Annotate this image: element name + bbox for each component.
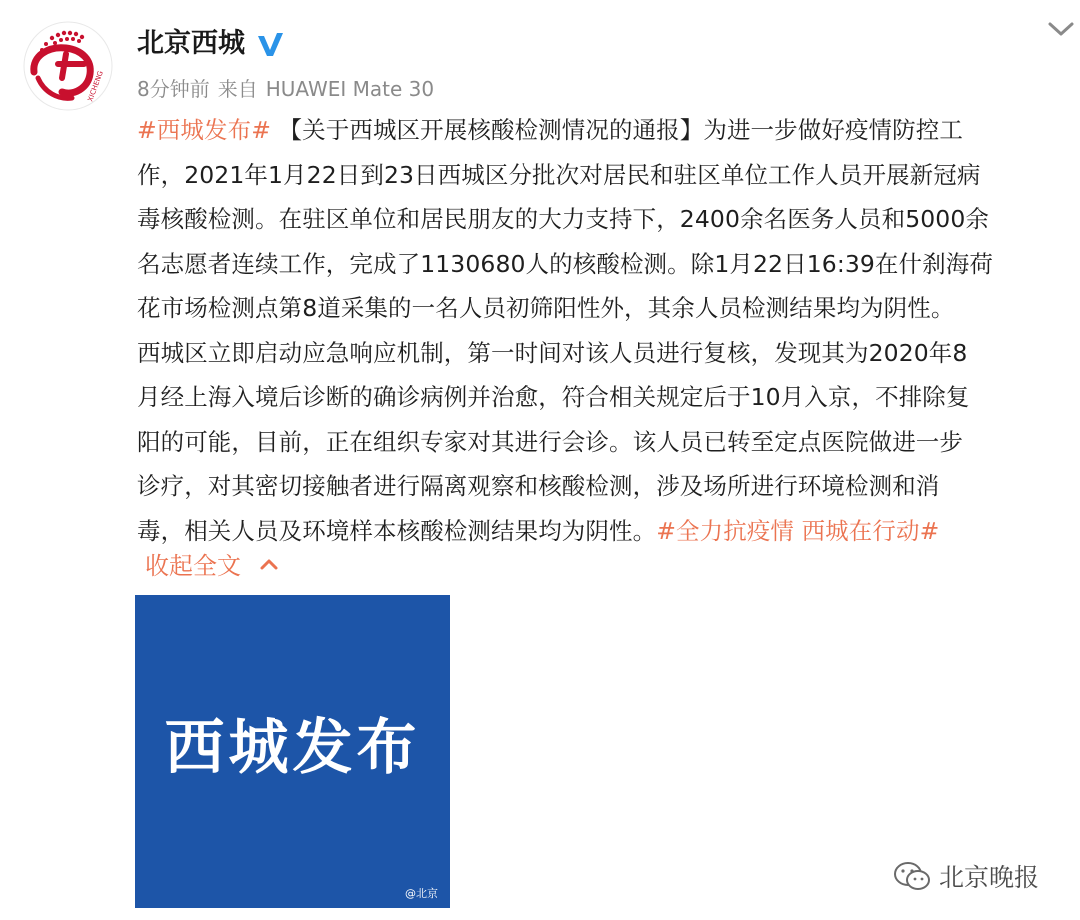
hashtag-xicheng-release[interactable]: #西城发布# xyxy=(137,116,271,144)
account-name[interactable]: 北京西城 xyxy=(137,28,245,59)
chevron-up-icon xyxy=(259,557,279,571)
verified-icon xyxy=(255,29,285,59)
post-body-text: 【关于西城区开展核酸检测情况的通报】为进一步做好疫情防控工 作，2021年1月22日到23日西城区分批次对居民和驻区单位工作人员开展新冠病 毒核酸检测。在驻区单位和居民朋友的大力支持下，2400余名医务人员和5000余 名志愿者连续工作，完成了1130680人的核酸检测。除1月22日16:39在什刹海荷 花市场检测点第8道采集的一名人员初筛阳性外，其余人员检测结果均为阴性。 西城区立即启动应急响应机制，第一时间对该人员进行复核，发现其为2020年8 月经上海入境后诊断的确诊病例并治愈，符合相关规定后于10月入京，不排除复 阳的可能，目前，正在组织专家对其进行会诊。该人员已转至定点医院做进一步 诊疗，对其密切接触者进行隔离观察和核酸检测，涉及场所进行环境检测和消 毒，相关人员及环境样本核酸检测结果均为阴性。 xyxy=(137,116,993,545)
collapse-label: 收起全文 xyxy=(145,552,241,580)
source-device[interactable]: HUAWEI Mate 30 xyxy=(265,77,435,101)
source-watermark xyxy=(893,858,1039,894)
post-time: 8分钟前 xyxy=(137,77,210,101)
chevron-down-icon[interactable] xyxy=(1046,16,1076,40)
hashtag-fight-epidemic[interactable]: #全力抗疫情 西城在行动# xyxy=(656,516,940,545)
post-meta xyxy=(137,74,442,104)
source-prefix: 来自 xyxy=(217,77,258,101)
collapse-full-text-button[interactable] xyxy=(145,546,279,581)
source-watermark-text: 北京晚报 xyxy=(939,863,1040,892)
xicheng-logo xyxy=(22,20,114,112)
post-body xyxy=(137,108,1057,553)
avatar-text: XICHENG xyxy=(86,69,105,103)
avatar[interactable] xyxy=(22,20,114,112)
account-name-row[interactable] xyxy=(137,25,285,63)
image-caption: 西城发布 xyxy=(164,713,421,783)
wechat-icon xyxy=(893,861,931,891)
post-image[interactable] xyxy=(135,595,450,908)
image-watermark: @北京 xyxy=(405,887,438,900)
